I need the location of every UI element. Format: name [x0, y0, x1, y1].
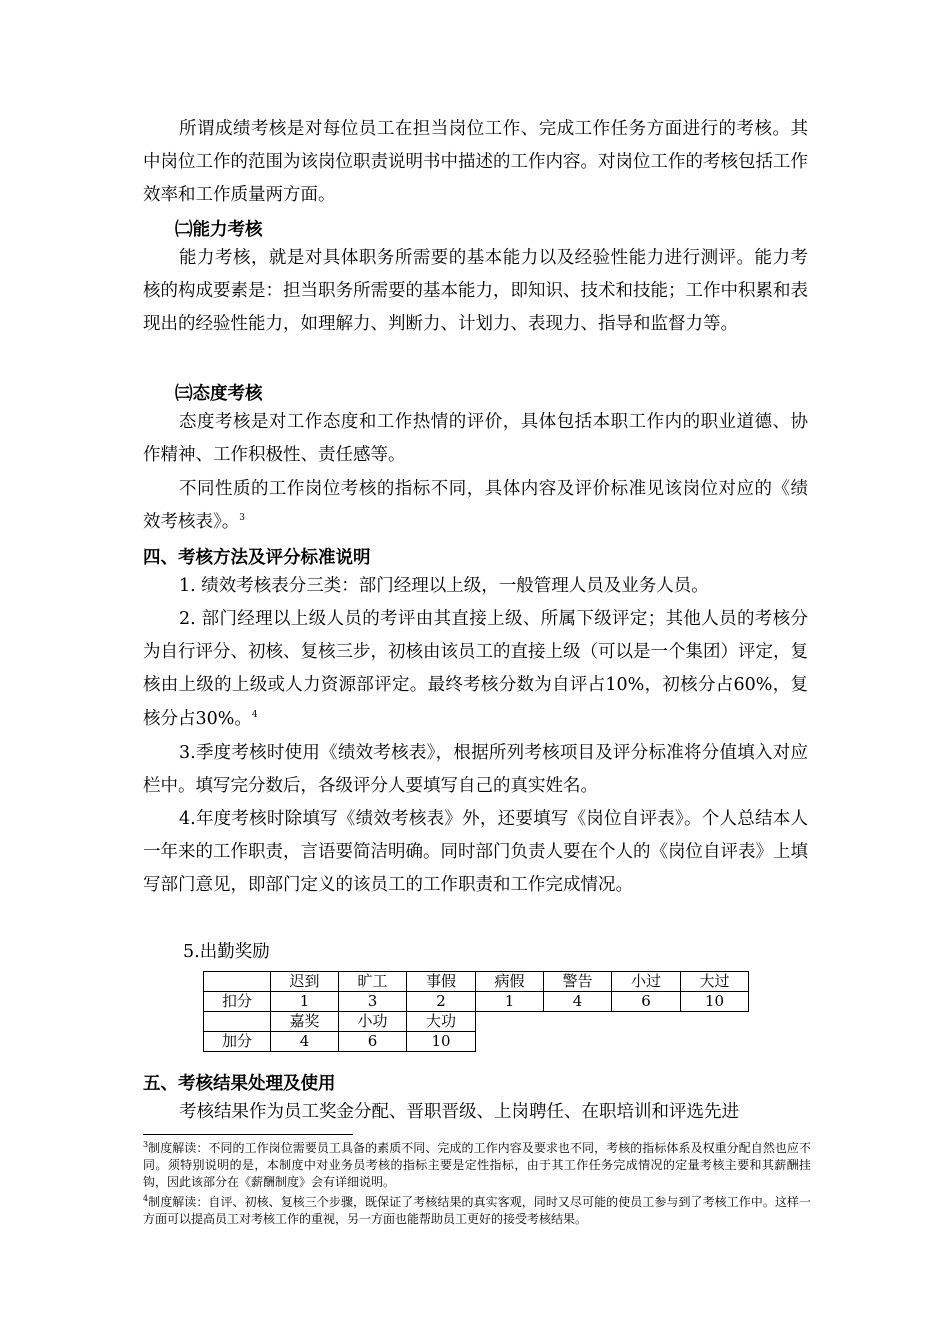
table-cell	[204, 972, 271, 992]
indicator-paragraph-text: 不同性质的工作岗位考核的指标不同，具体内容及评价标准见该岗位对应的《绩效考核表》。	[143, 479, 808, 533]
footnote-divider	[143, 1134, 353, 1135]
section-five-heading: 五、考核结果处理及使用	[143, 1074, 336, 1094]
table-cell: 加分	[204, 1032, 271, 1052]
table-cell: 大功	[407, 1012, 476, 1032]
attendance-reward-table	[203, 971, 749, 1052]
attitude-assessment-heading: ㈢态度考核	[175, 384, 263, 404]
table-cell: 大过	[681, 972, 749, 992]
results-usage-paragraph: 考核结果作为员工奖金分配、晋职晋级、上岗聘任、在职培训和评选先进	[179, 1102, 739, 1122]
table-cell: 6	[612, 992, 681, 1012]
table-cell: 迟到	[271, 972, 339, 992]
footnote-4	[143, 1194, 811, 1228]
ability-assessment-paragraph: 能力考核，就是对具体职务所需要的基本能力以及经验性能力进行测评。能力考核的构成要素是：担当职务所需要的基本能力，即知识、技术和技能；工作中积累和表现出的经验性能力，如理解力、判断力、计划力、表现力、指导和监督力等。	[143, 248, 808, 335]
table-cell: 1	[271, 992, 339, 1012]
footnote-ref-4[interactable]: 4	[251, 709, 258, 720]
method-item-1: 1. 绩效考核表分三类：部门经理以上级，一般管理人员及业务人员。	[179, 576, 709, 596]
table-cell: 2	[407, 992, 476, 1012]
table-cell: 1	[476, 992, 544, 1012]
indicator-paragraph	[143, 473, 808, 539]
method-item-5: 5.出勤奖励	[183, 942, 270, 962]
ability-assessment-heading: ㈡能力考核	[175, 220, 263, 240]
table-cell: 事假	[407, 972, 476, 992]
section-four-heading: 四、考核方法及评分标准说明	[143, 548, 371, 568]
table-cell: 扣分	[204, 992, 271, 1012]
table-cell	[204, 1012, 271, 1032]
footnote-4-number: 4	[143, 1194, 149, 1203]
footnote-3	[143, 1140, 811, 1191]
table-cell: 病假	[476, 972, 544, 992]
method-item-4: 4.年度考核时除填写《绩效考核表》外，还要填写《岗位自评表》。个人总结本人一年来的工作职责，言语要简洁明确。同时部门负责人要在个人的《岗位自评表》上填写部门意见，即部门定义的该员工的工作职责和工作完成情况。	[143, 809, 808, 896]
table-cell: 6	[339, 1032, 407, 1052]
table-row	[204, 972, 749, 992]
table-row	[204, 992, 749, 1012]
attitude-assessment-paragraph: 态度考核是对工作态度和工作热情的评价，具体包括本职工作内的职业道德、协作精神、工作积极性、责任感等。	[143, 412, 808, 466]
table-cell	[476, 1032, 749, 1052]
footnote-4-text: 制度解读：自评、初核、复核三个步骤，既保证了考核结果的真实客观，同时又尽可能的使员工参与到了考核工作中。这样一方面可以提高员工对考核工作的重视，另一方面也能帮助员工更好的接受考核结果。	[143, 1195, 811, 1226]
table-cell: 警告	[544, 972, 612, 992]
table-cell: 4	[544, 992, 612, 1012]
table-row	[204, 1032, 749, 1052]
table-cell: 10	[407, 1032, 476, 1052]
table-cell: 小过	[612, 972, 681, 992]
method-item-3: 3.季度考核时使用《绩效考核表》，根据所列考核项目及评分标准将分值填入对应栏中。填写完分数后，各级评分人要填写自己的真实姓名。	[143, 743, 808, 797]
table-cell: 3	[339, 992, 407, 1012]
table-cell: 10	[681, 992, 749, 1012]
footnote-3-number: 3	[143, 1140, 149, 1149]
method-item-2-text: 2. 部门经理以上级人员的考评由其直接上级、所属下级评定；其他人员的考核分为自行评分、初核、复核三步，初核由该员工的直接上级（可以是一个集团）评定，复核由上级的上级或人力资源部评定。最终考核分数为自评占10%，初核分占60%，复核分占30%。	[143, 609, 808, 729]
footnote-ref-3[interactable]: 3	[239, 513, 245, 524]
table-row	[204, 1012, 749, 1032]
table-cell	[476, 1012, 749, 1032]
footnote-3-text: 制度解读：不同的工作岗位需要员工具备的素质不同、完成的工作内容及要求也不同，考核的指标体系及权重分配自然也应不同。须特别说明的是，本制度中对业务员考核的指标主要是定性指标，由于其工作任务完成情况的定量考核主要和其薪酬挂钩，因此该部分在《薪酬制度》会有详细说明。	[143, 1141, 811, 1189]
table-cell: 旷工	[339, 972, 407, 992]
method-item-2	[143, 603, 808, 736]
table-cell: 嘉奖	[271, 1012, 339, 1032]
performance-assessment-paragraph: 所谓成绩考核是对每位员工在担当岗位工作、完成工作任务方面进行的考核。其中岗位工作的范围为该岗位职责说明书中描述的工作内容。对岗位工作的考核包括工作效率和工作质量两方面。	[143, 119, 808, 206]
table-cell: 小功	[339, 1012, 407, 1032]
table-cell: 4	[271, 1032, 339, 1052]
